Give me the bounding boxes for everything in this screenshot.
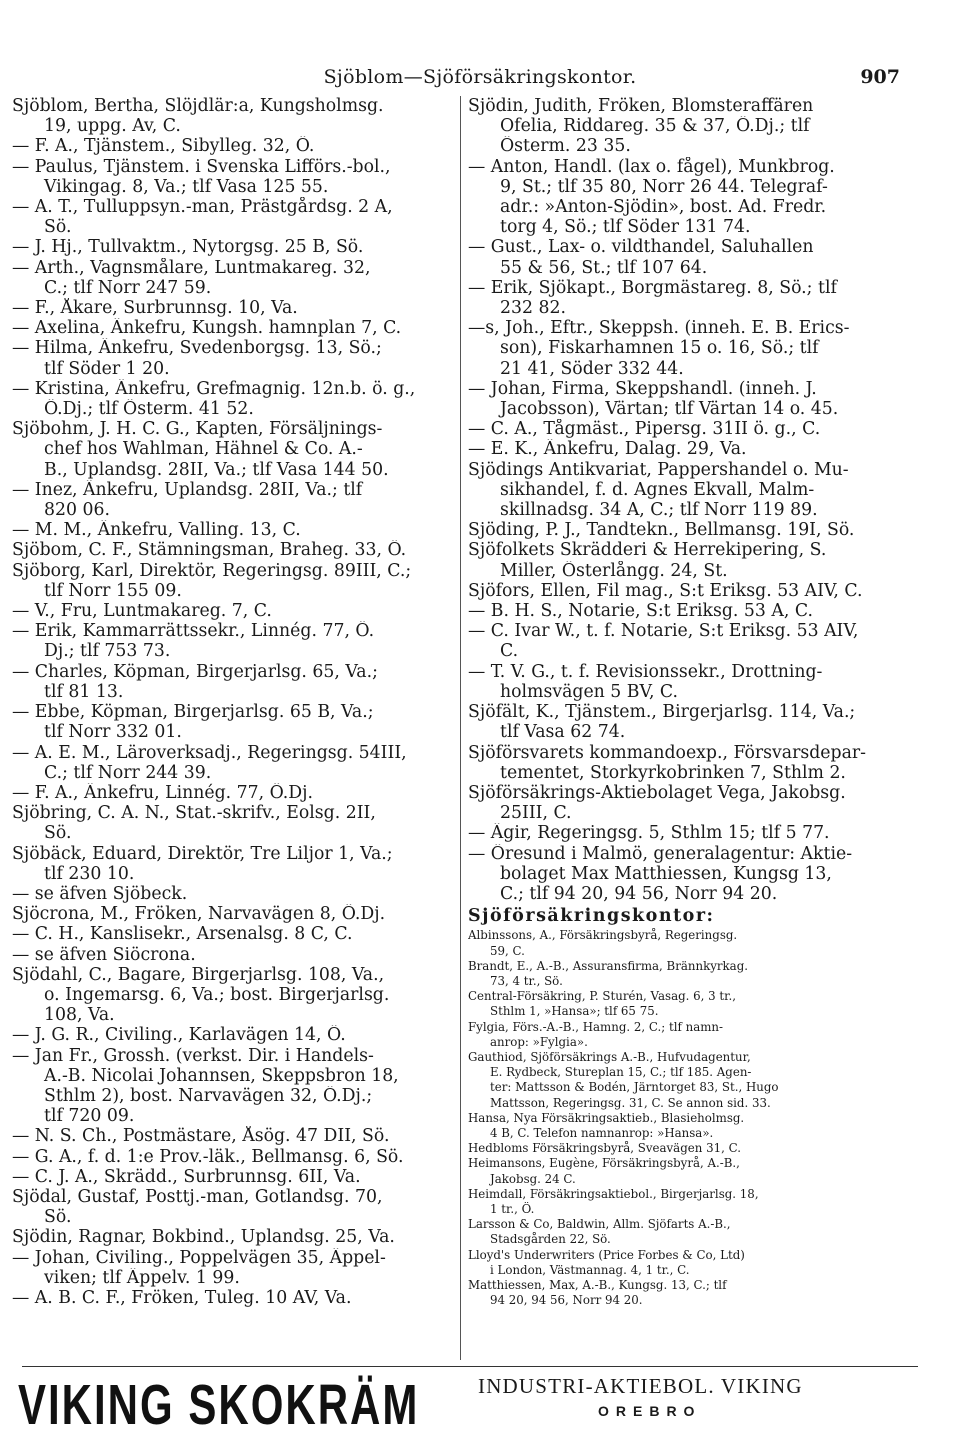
directory-entry-line: 55 & 56, St.; tlf 107 64. — [500, 257, 708, 278]
running-title: Sjöblom—Sjöförsäkringskontor. — [323, 66, 637, 88]
directory-entry-line: — C. H., Kanslisekr., Arsenalsg. 8 C, C. — [12, 924, 353, 945]
directory-entry-line: Sjödal, Gustaf, Posttj.-man, Gotlandsg. 70, — [12, 1186, 383, 1207]
page-header — [0, 64, 960, 94]
directory-entry-line: A.-B. Nicolai Johannsen, Skeppsbron 18, — [44, 1065, 399, 1086]
directory-entry-line: Sö. — [44, 217, 72, 238]
directory-entry-line: — Arth., Vagnsmålare, Luntmakareg. 32, — [12, 257, 371, 278]
directory-entry-line: Miller, Österlångg. 24, St. — [500, 560, 728, 581]
directory-entry-line: —s, Joh., Eftr., Skeppsh. (inneh. E. B. Erics- — [468, 318, 850, 339]
directory-entry-line: Sjödings Antikvariat, Pappershandel o. Mu- — [468, 459, 849, 480]
directory-entry-line: — Öresund i Malmö, generalagentur: Aktie- — [468, 843, 853, 864]
directory-entry-line: — F., Åkare, Surbrunnsg. 10, Va. — [12, 298, 298, 319]
section-heading: Sjöförsäkringskontor: — [468, 906, 715, 927]
directory-entry-line: Vikingag. 8, Va.; tlf Vasa 125 55. — [44, 176, 329, 197]
directory-entry-line: Jakobsg. 24 C. — [490, 1171, 576, 1186]
directory-entry-line: Sjöfolkets Skrädderi & Herrekipering, S. — [468, 540, 827, 561]
directory-entry-line: — C. A., Tågmäst., Pipersg. 31II ö. g., C. — [468, 419, 821, 440]
directory-entry-line: 1 tr., Ö. — [490, 1201, 535, 1216]
directory-entry-line: Sjöbom, C. F., Stämningsman, Braheg. 33, Ö. — [12, 540, 407, 561]
directory-entry-line: — Erik, Sjökapt., Borgmästareg. 8, Sö.; tlf — [468, 277, 837, 298]
directory-entry-line: 9, St.; tlf 35 80, Norr 26 44. Telegraf- — [500, 176, 828, 197]
directory-entry-line: C. — [500, 641, 519, 662]
directory-entry-line: — A. B. C. F., Fröken, Tuleg. 10 AV, Va. — [12, 1287, 352, 1308]
directory-entry-line: — N. S. Ch., Postmästare, Åsög. 47 DII, Sö. — [12, 1126, 390, 1147]
directory-entry-line: Sjöförsäkrings-Aktiebolaget Vega, Jakobsg. — [468, 782, 846, 803]
directory-entry-line: anrop: »Fylgia». — [490, 1034, 588, 1049]
directory-entry-line: — Ebbe, Köpman, Birgerjarlsg. 65 B, Va.; — [12, 702, 374, 723]
directory-entry-line: 73, 4 tr., Sö. — [490, 973, 563, 988]
directory-entry-line: 232 82. — [500, 298, 566, 319]
directory-entry-line: Fylgia, Förs.-A.-B., Hamng. 2, C.; tlf namn- — [468, 1019, 723, 1034]
directory-entry-line: ter: Mattsson & Bodén, Järntorget 83, St., Hugo — [490, 1080, 779, 1095]
directory-entry-line: tlf Vasa 62 74. — [500, 722, 626, 743]
directory-entry-line: tlf 720 09. — [44, 1106, 135, 1127]
directory-entry-line: — Johan, Firma, Skeppshandl. (inneh. J. — [468, 378, 817, 399]
directory-entry-line: — Gust., Lax- o. vildthandel, Saluhallen — [468, 237, 814, 258]
directory-entry-line: 820 06. — [44, 500, 110, 521]
directory-entry-line: — Erik, Kammarrättssekr., Linnég. 77, Ö. — [12, 621, 375, 642]
directory-entry-line: 94 20, 94 56, Norr 94 20. — [490, 1293, 643, 1308]
directory-entry-line: bolaget Max Matthiessen, Kungsg 13, — [500, 863, 832, 884]
directory-entry-line: Sjöcrona, M., Fröken, Narvavägen 8, Ö.Dj. — [12, 904, 386, 925]
directory-entry-line: Sthlm 1, »Hansa»; tlf 65 75. — [490, 1004, 659, 1019]
directory-entry-line: Sjöbäck, Eduard, Direktör, Tre Liljor 1, Va.; — [12, 843, 393, 864]
directory-entry-line: Sjöborg, Karl, Direktör, Regeringsg. 89III, C.; — [12, 560, 412, 581]
directory-entry-line: Mattsson, Regeringsg. 31, C. Se annon sid. 33. — [490, 1095, 771, 1110]
advertisement-location: OREBRO — [598, 1403, 702, 1419]
directory-entry-line: Hedbloms Försäkringsbyrå, Sveavägen 31, C. — [468, 1141, 741, 1156]
directory-entry-line: — M. M., Änkefru, Valling. 13, C. — [12, 520, 301, 541]
directory-entry-line: tlf Söder 1 20. — [44, 358, 170, 379]
directory-entry-line: — F. A., Tjänstem., Sibylleg. 32, Ö. — [12, 136, 315, 157]
directory-entry-line: — Jan Fr., Grossh. (verkst. Dir. i Handels- — [12, 1045, 374, 1066]
directory-entry-line: Sjöding, P. J., Tandtekn., Bellmansg. 19I, Sö. — [468, 520, 855, 541]
directory-entry-line: son), Fiskarhamnen 15 o. 16, Sö.; tlf — [500, 338, 819, 359]
advertisement-viking-skokram — [18, 1374, 458, 1444]
footer-divider — [22, 1366, 918, 1367]
directory-entry-line: chef hos Wahlman, Hähnel & Co. A.- — [44, 439, 363, 460]
directory-entry-line: Jacobsson), Värtan; tlf Värtan 14 o. 45. — [500, 399, 839, 420]
directory-entry-line: Sö. — [44, 1207, 72, 1228]
directory-entry-line: — Kristina, Änkefru, Grefmagnig. 12n.b. ö. g., — [12, 378, 416, 399]
directory-entry-line: tementet, Storkyrkobrinken 7, Sthlm 2. — [500, 762, 846, 783]
directory-entry-line: Brandt, E., A.-B., Assuransfirma, Brännkyrkag. — [468, 958, 749, 973]
directory-entry-line: 59, C. — [490, 943, 525, 958]
directory-entry-line: Sö. — [44, 823, 72, 844]
directory-entry-line: Ö.Dj.; tlf Österm. 41 52. — [44, 399, 254, 420]
directory-entry-line: — se äfven Siöcrona. — [12, 944, 196, 965]
directory-entry-line: tlf 81 13. — [44, 681, 124, 702]
page-number: 907 — [860, 66, 900, 88]
advertisement-industri-aktiebolaget — [478, 1374, 908, 1444]
directory-entry-line: — J. G. R., Civiling., Karlavägen 14, Ö. — [12, 1025, 346, 1046]
directory-entry-line: — C. J. A., Skrädd., Surbrunnsg. 6II, Va. — [12, 1166, 361, 1187]
directory-entry-line: E. Rydbeck, Stureplan 15, C.; tlf 185. Agen- — [490, 1065, 752, 1080]
directory-entry-line: tlf Norr 332 01. — [44, 722, 182, 743]
directory-entry-line: Matthiessen, Max, A.-B., Kungsg. 13, C.; tlf — [468, 1278, 727, 1292]
directory-entry-line: tlf 230 10. — [44, 863, 135, 884]
directory-entry-line: — F. A., Änkefru, Linnég. 77, Ö.Dj. — [12, 782, 313, 803]
directory-entry-line: Ofelia, Riddareg. 35 & 37, Ö.Dj.; tlf — [500, 116, 810, 137]
advertisement-title: VIKING SKOKRÄM — [18, 1372, 420, 1437]
directory-entry-line: — Anton, Handl. (lax o. fågel), Munkbrog. — [468, 156, 835, 177]
directory-entry-line: — G. A., f. d. 1:e Prov.-läk., Bellmansg. 6, Sö. — [12, 1146, 404, 1167]
directory-entry-line: Heimdall, Försäkringsaktiebol., Birgerjarlsg. 18, — [468, 1186, 759, 1201]
directory-entry-line: o. Ingemarsg. 6, Va.; bost. Birgerjarlsg. — [44, 984, 390, 1005]
directory-entry-line: skillnadsg. 34 A, C.; tlf Norr 119 89. — [500, 500, 818, 521]
directory-entry-line: Sjöfält, K., Tjänstem., Birgerjarlsg. 114, Va.; — [468, 702, 856, 723]
directory-entry-line: Albinssons, A., Försäkringsbyrå, Regeringsg. — [468, 928, 738, 943]
directory-entry-line: — J. Hj., Tullvaktm., Nytorgsg. 25 B, Sö. — [12, 237, 364, 258]
directory-entry-line: Sjöbohm, J. H. C. G., Kapten, Försäljnings- — [12, 419, 383, 440]
directory-entry-line: B., Uplandsg. 28II, Va.; tlf Vasa 144 50. — [44, 459, 389, 480]
directory-entry-line: 25III, C. — [500, 803, 572, 824]
directory-entry-line: sikhandel, f. d. Agnes Ekvall, Malm- — [500, 479, 815, 500]
directory-entry-line: — Hilma, Änkefru, Svedenborgsg. 13, Sö.; — [12, 338, 382, 359]
column-divider — [460, 96, 461, 1360]
left-column — [12, 96, 454, 1308]
directory-entry-line: viken; tlf Äppelv. 1 99. — [44, 1267, 240, 1288]
directory-entry-line: Hansa, Nya Försäkringsaktieb., Blasieholmsg. — [468, 1110, 745, 1125]
directory-entry-line: 21 41, Söder 332 44. — [500, 358, 684, 379]
directory-entry-line: — se äfven Sjöbeck. — [12, 883, 188, 904]
directory-entry-line: Sjöförsvarets kommandoexp., Försvarsdepar- — [468, 742, 866, 763]
directory-entry-line: 108, Va. — [44, 1005, 115, 1026]
directory-entry-line: Larsson & Co, Baldwin, Allm. Sjöfarts A.-B., — [468, 1217, 731, 1232]
directory-entry-line: — B. H. S., Notarie, S:t Eriksg. 53 A, C. — [468, 601, 813, 622]
directory-entry-line: adr.: »Anton-Sjödin», bost. Ad. Fredr. — [500, 197, 827, 218]
directory-entry-line: 19, uppg. Av, C. — [44, 116, 181, 137]
directory-entry-line: — Ägir, Regeringsg. 5, Sthlm 15; tlf 5 77. — [468, 823, 830, 844]
directory-entry-line: — V., Fru, Luntmakareg. 7, C. — [12, 601, 272, 622]
directory-entry-line: C.; tlf Norr 247 59. — [44, 277, 212, 298]
directory-entry-line: C.; tlf Norr 244 39. — [44, 762, 212, 783]
directory-entry-line: — Johan, Civiling., Poppelvägen 35, Äppel- — [12, 1247, 386, 1268]
directory-entry-line: — Axelina, Änkefru, Kungsh. hamnplan 7, C. — [12, 318, 402, 339]
directory-entry-line: torg 4, Sö.; tlf Söder 131 74. — [500, 217, 751, 238]
directory-entry-line: Heimansons, Eugène, Försäkringsbyrå, A.-B., — [468, 1156, 740, 1171]
directory-entry-line: holmsvägen 5 BV, C. — [500, 681, 679, 702]
directory-entry-line: — Charles, Köpman, Birgerjarlsg. 65, Va.; — [12, 661, 378, 682]
directory-entry-line: Sjödahl, C., Bagare, Birgerjarlsg. 108, Va., — [12, 964, 385, 985]
directory-entry-line: Stadsgården 22, Sö. — [490, 1232, 611, 1247]
directory-entry-line: Österm. 23 35. — [500, 136, 631, 157]
directory-entry-line: C.; tlf 94 20, 94 56, Norr 94 20. — [500, 883, 778, 904]
directory-entry-line: Gauthiod, Sjöförsäkrings A.-B., Hufvudagentur, — [468, 1049, 751, 1064]
directory-entry-line: Sjödin, Ragnar, Bokbind., Uplandsg. 25, Va. — [12, 1227, 395, 1248]
directory-entry-line: Sjöblom, Bertha, Slöjdlär:a, Kungsholmsg. — [12, 96, 384, 116]
advertisement-company: INDUSTRI-AKTIEBOL. VIKING — [478, 1374, 803, 1398]
directory-entry-line: — A. T., Tulluppsyn.-man, Prästgårdsg. 2 A, — [12, 197, 393, 218]
directory-entry-line: Sthlm 2), bost. Narvavägen 32, Ö.Dj.; — [44, 1085, 373, 1106]
directory-entry-line: — Inez, Änkefru, Uplandsg. 28II, Va.; tlf — [12, 479, 363, 500]
directory-entry-line: Sjöbring, C. A. N., Stat.-skrifv., Eolsg. 2II, — [12, 803, 376, 824]
directory-entry-line: Lloyd's Underwriters (Price Forbes & Co, Ltd) — [468, 1247, 745, 1262]
directory-entry-line: Sjödin, Judith, Fröken, Blomsteraffären — [468, 96, 814, 116]
directory-entry-line: Central-Försäkring, P. Sturén, Vasag. 6, 3 tr., — [468, 989, 736, 1004]
directory-entry-line: Dj.; tlf 753 73. — [44, 641, 171, 662]
directory-entry-line: Sjöfors, Ellen, Fil mag., S:t Eriksg. 53 AIV, C. — [468, 580, 863, 601]
directory-entry-line: — A. E. M., Läroverksadj., Regeringsg. 54III, — [12, 742, 407, 763]
directory-entry-line: — E. K., Änkefru, Dalag. 29, Va. — [468, 439, 747, 460]
directory-entry-line: — C. Ivar W., t. f. Notarie, S:t Eriksg. 53 AIV, — [468, 621, 859, 642]
directory-entry-line: 4 B, C. Telefon namnanrop: »Hansa». — [490, 1125, 714, 1140]
directory-entry-line: i London, Västmannag. 4, 1 tr., C. — [490, 1262, 690, 1277]
directory-entry-line: tlf Norr 155 09. — [44, 580, 182, 601]
right-column — [468, 96, 912, 1308]
directory-entry-line: — T. V. G., t. f. Revisionssekr., Drottning- — [468, 661, 823, 682]
directory-entry-line: — Paulus, Tjänstem. i Svenska Lifförs.-bol., — [12, 156, 391, 177]
